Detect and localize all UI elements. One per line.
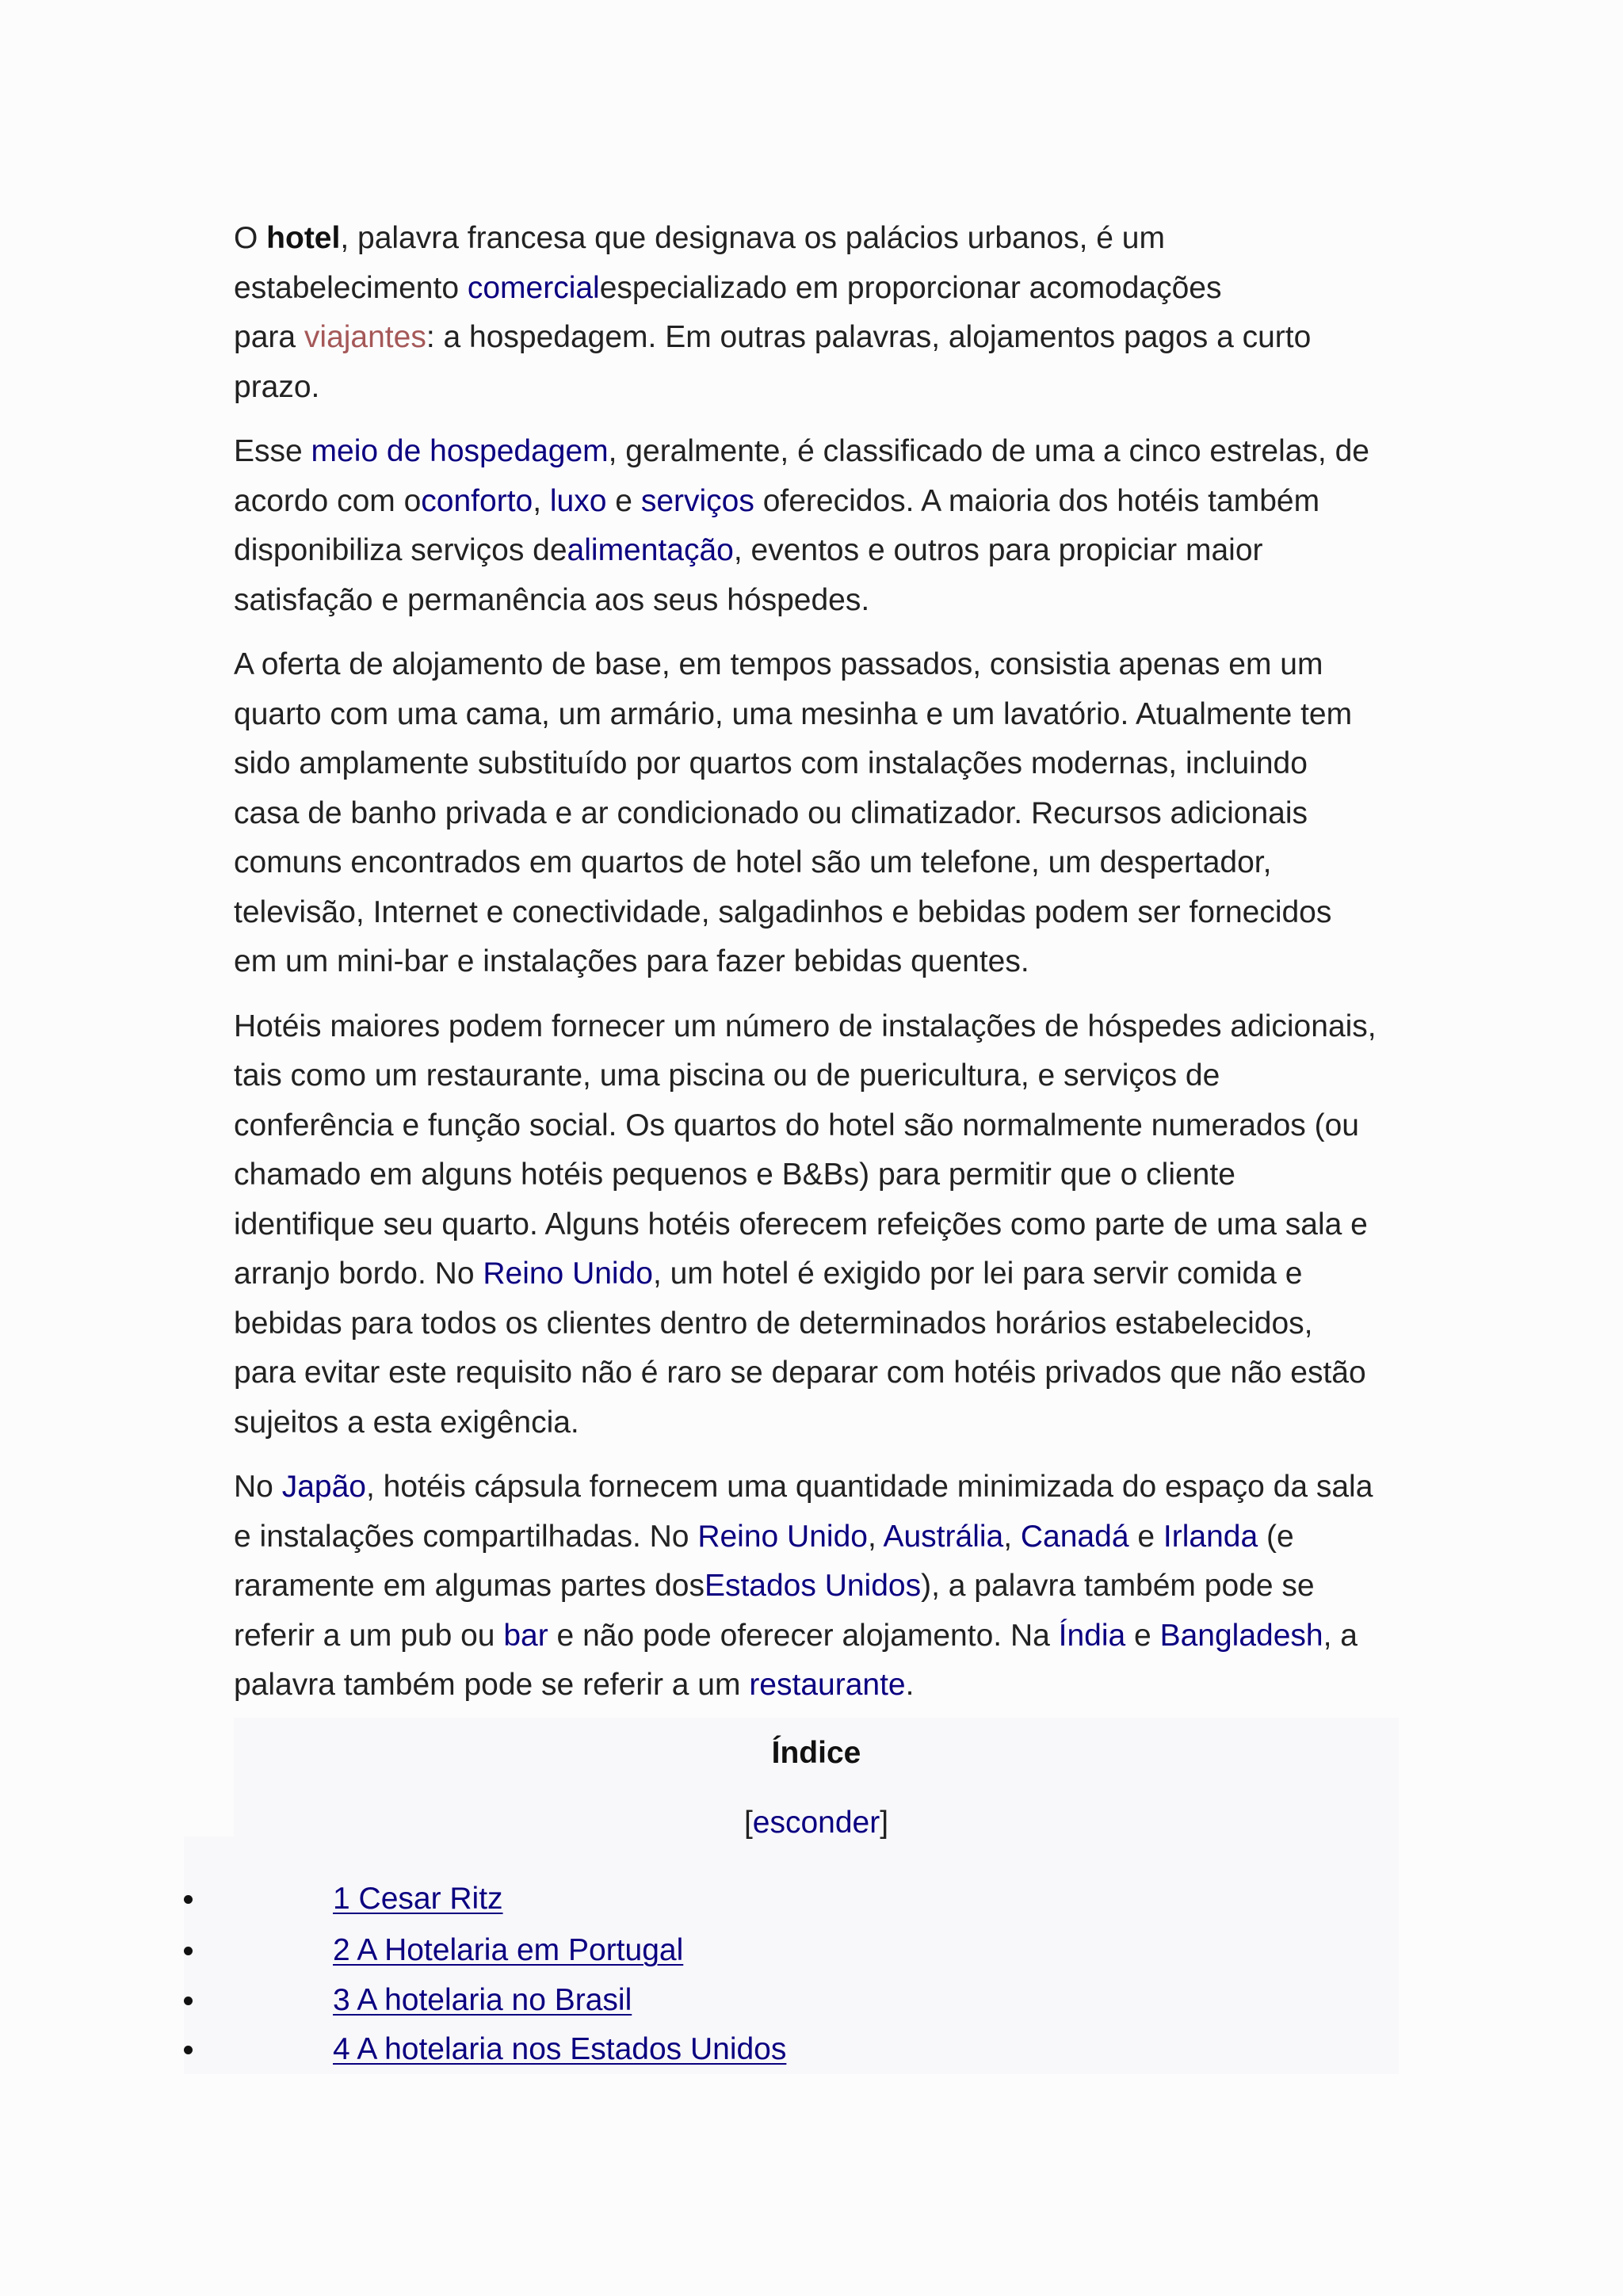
text-line: sido amplamente substituído por quartos com instalações modernas, incluindo xyxy=(234,746,1308,780)
text: ), a palavra também pode se xyxy=(921,1569,1315,1603)
link-japao[interactable]: Japão xyxy=(281,1470,366,1504)
text: satisfação e permanência aos seus hóspedes. xyxy=(234,582,870,617)
toc-toggle-bracket-open: [ xyxy=(743,1806,753,1840)
text-line: conferência e função social. Os quartos do hotel são normalmente numerados (ou xyxy=(234,1108,1359,1142)
text-line: chamado em alguns hotéis pequenos e B&Bs) para permitir que o cliente xyxy=(234,1158,1235,1192)
bullet-icon xyxy=(184,1947,193,1955)
text: disponibiliza serviços de xyxy=(234,533,567,567)
article-body xyxy=(234,214,1403,1726)
toc-title: Índice xyxy=(771,1736,861,1770)
text-line: quarto com uma cama, um armário, uma mesinha e um lavatório. Atualmente tem xyxy=(234,696,1353,731)
link-estados-unidos[interactable]: Estados Unidos xyxy=(704,1569,922,1603)
text-line: identifique seu quarto. Alguns hotéis oferecem refeições como parte de uma sala e xyxy=(234,1207,1368,1241)
text: , um hotel é exigido por lei para servir comida e xyxy=(652,1257,1303,1291)
bullet-icon xyxy=(184,1997,193,2005)
toc-background-extension xyxy=(184,1836,238,2074)
paragraph-larger-hotels xyxy=(234,1002,1403,1448)
text-line: sujeitos a esta exigência. xyxy=(234,1405,579,1440)
text: e não pode oferecer alojamento. Na xyxy=(548,1618,1059,1653)
paragraph-intro xyxy=(234,214,1403,412)
text: para xyxy=(234,320,304,354)
link-reino-unido[interactable]: Reino Unido xyxy=(697,1519,868,1554)
text-line: casa de banho privada e ar condicionado ou climatizador. Recursos adicionais xyxy=(234,795,1308,830)
text-line: A oferta de alojamento de base, em tempos passados, consistia apenas em um xyxy=(234,647,1323,681)
bold-term-hotel: hotel xyxy=(266,221,341,255)
link-servicos[interactable]: serviços xyxy=(640,483,754,518)
link-australia[interactable]: Austrália xyxy=(883,1519,1004,1554)
toc-hide-link[interactable]: esconder xyxy=(752,1806,880,1840)
text: : a hospedagem. Em outras palavras, alojamentos pagos a curto xyxy=(426,320,1312,354)
text: , a xyxy=(1323,1618,1358,1653)
bullet-icon xyxy=(184,1895,193,1904)
text: O xyxy=(234,221,267,255)
text: referir a um pub ou xyxy=(234,1618,504,1653)
text-line: para evitar este requisito não é raro se deparar com hotéis privados que não estão xyxy=(234,1356,1366,1390)
text: , xyxy=(1003,1519,1021,1554)
link-conforto[interactable]: conforto xyxy=(421,483,533,518)
text: estabelecimento xyxy=(234,270,468,305)
text: oferecidos. A maioria dos hotéis também xyxy=(754,483,1320,518)
link-reino-unido[interactable]: Reino Unido xyxy=(483,1257,653,1291)
text-line: televisão, Internet e conectividade, salgadinhos e bebidas podem ser fornecidos xyxy=(234,894,1332,929)
text-line: tais como um restaurante, uma piscina ou de puericultura, e serviços de xyxy=(234,1058,1220,1093)
text-line: em um mini-bar e instalações para fazer bebidas quentes. xyxy=(234,944,1029,978)
text: , eventos e outros para propiciar maior xyxy=(733,533,1263,567)
text: No xyxy=(234,1470,282,1504)
text: , xyxy=(533,483,550,518)
text: . xyxy=(905,1668,915,1702)
text: e instalações compartilhadas. No xyxy=(234,1519,698,1554)
link-meio-de-hospedagem[interactable]: meio de hospedagem xyxy=(311,434,609,468)
text: (e xyxy=(1258,1519,1294,1554)
text-line: Hotéis maiores podem fornecer um número de instalações de hóspedes adicionais, xyxy=(234,1009,1377,1043)
text: palavra também pode se referir a um xyxy=(234,1668,750,1702)
text: , palavra francesa que designava os palácios urbanos, é um xyxy=(340,221,1165,255)
link-restaurante[interactable]: restaurante xyxy=(749,1668,906,1702)
link-alimentacao[interactable]: alimentação xyxy=(567,533,734,567)
text: , geralmente, é classificado de uma a cinco estrelas, de xyxy=(608,434,1369,468)
link-luxo[interactable]: luxo xyxy=(549,483,607,518)
text: raramente em algumas partes dos xyxy=(234,1569,705,1603)
text: e xyxy=(1128,1519,1163,1554)
toc-link-hotelaria-estados-unidos[interactable]: 4 A hotelaria nos Estados Unidos xyxy=(333,2032,787,2066)
toc-toggle-bracket-close: ] xyxy=(880,1806,889,1840)
paragraph-regional-usage xyxy=(234,1463,1403,1711)
paragraph-accommodation xyxy=(234,640,1403,987)
toc-toggle xyxy=(234,1803,1399,1843)
text: e xyxy=(1125,1618,1160,1653)
text: , hotéis cápsula fornecem uma quantidade minimizada do espaço da sala xyxy=(365,1470,1373,1504)
text: especializado em proporcionar acomodações xyxy=(599,270,1222,305)
text-line: bebidas para todos os clientes dentro de determinados horários estabelecidos, xyxy=(234,1306,1313,1341)
link-india[interactable]: Índia xyxy=(1058,1618,1126,1653)
text: Esse xyxy=(234,434,311,468)
toc-link-hotelaria-brasil[interactable]: 3 A hotelaria no Brasil xyxy=(333,1983,632,2017)
link-irlanda[interactable]: Irlanda xyxy=(1163,1519,1258,1554)
link-bangladesh[interactable]: Bangladesh xyxy=(1159,1618,1323,1653)
bullet-icon xyxy=(184,2046,193,2054)
toc-link-hotelaria-portugal[interactable]: 2 A Hotelaria em Portugal xyxy=(333,1933,684,1967)
text: acordo com o xyxy=(234,483,422,518)
text: prazo. xyxy=(234,369,320,404)
link-viajantes[interactable]: viajantes xyxy=(304,320,426,354)
link-bar[interactable]: bar xyxy=(503,1618,548,1653)
paragraph-classification xyxy=(234,427,1403,625)
text: , xyxy=(867,1519,884,1554)
link-comercial[interactable]: comercial xyxy=(467,270,600,305)
text: arranjo bordo. No xyxy=(234,1257,483,1291)
toc-link-cesar-ritz[interactable]: 1 Cesar Ritz xyxy=(333,1882,503,1916)
text-line: comuns encontrados em quartos de hotel são um telefone, um despertador, xyxy=(234,845,1272,879)
text: e xyxy=(606,483,641,518)
link-canada[interactable]: Canadá xyxy=(1020,1519,1129,1554)
